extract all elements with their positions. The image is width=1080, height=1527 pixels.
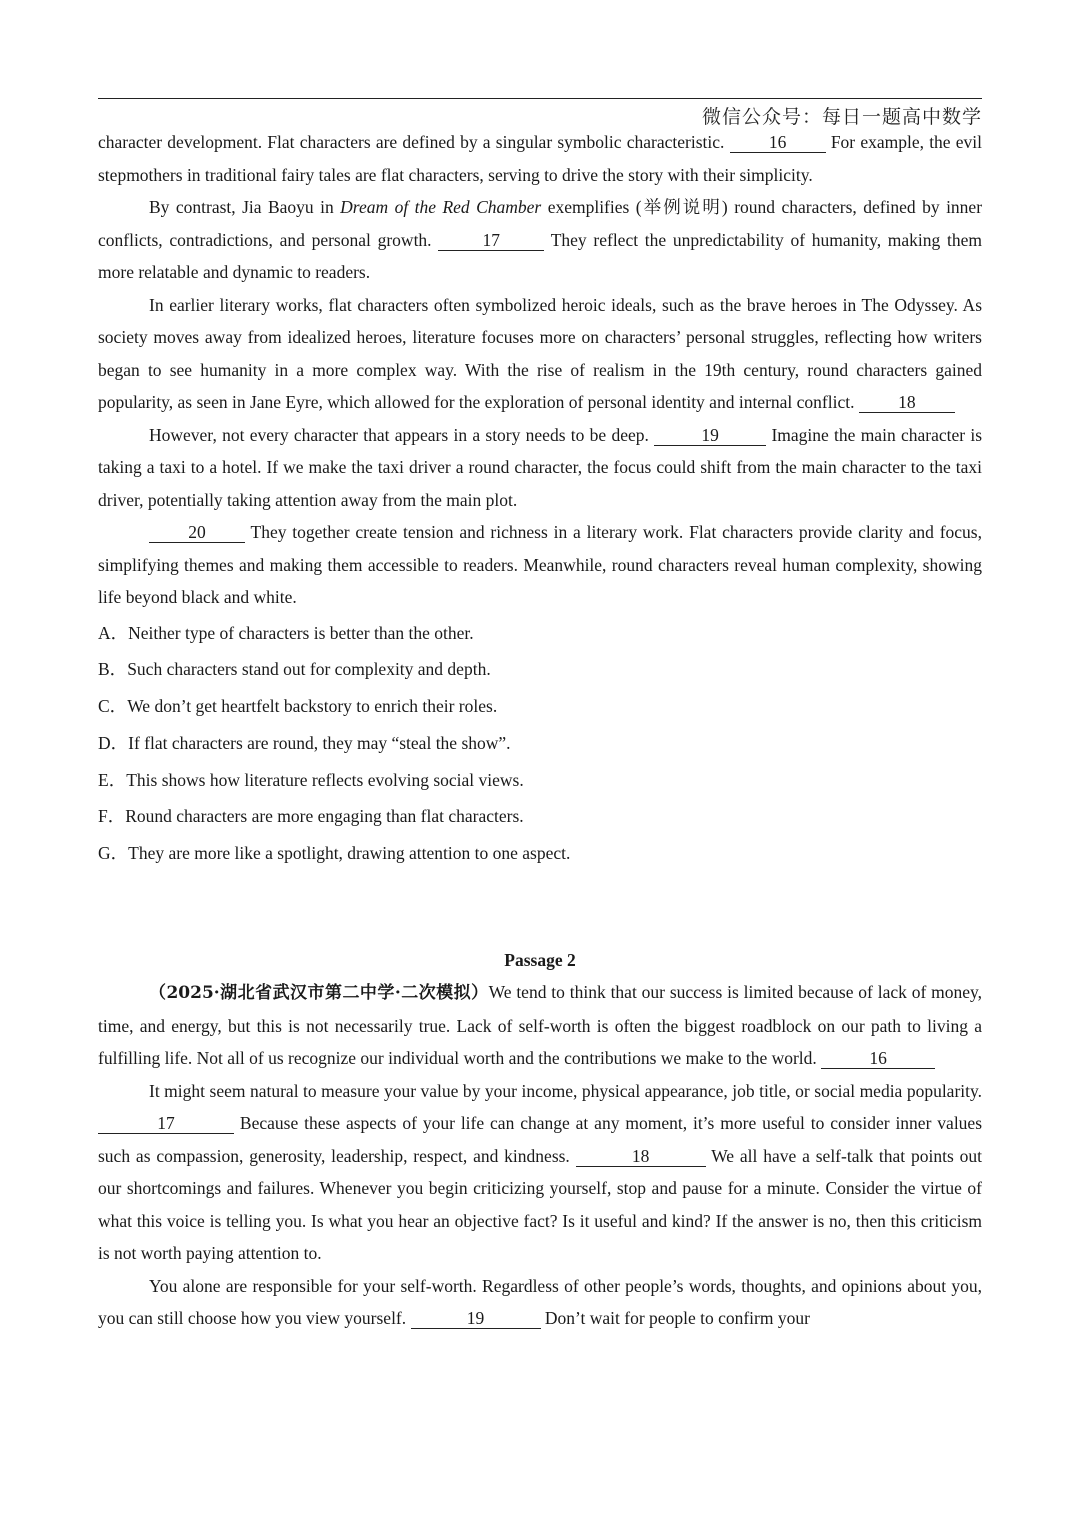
- p2-paragraph-3-text-a: You alone are responsible for your self-worth. Regardless of other people’s words, thoughts, and opinions about you, you can still choose how you view yourself.: [98, 1275, 982, 1329]
- p2-blank-17: 17: [98, 1113, 234, 1134]
- p2-blank-18: 18: [576, 1146, 706, 1167]
- option-letter: G．: [98, 843, 129, 864]
- option-text: Such characters stand out for complexity and depth.: [127, 659, 491, 680]
- p1-paragraph-5-text-a: They together create tension and richness in a literary work. Flat characters provide clarity and focus, simplifying themes and making them accessible to readers. Meanwhile, round characters reveal human complexity, showing life beyond black and white.: [98, 522, 982, 607]
- p1-blank-16: 16: [730, 132, 826, 153]
- option-g: [98, 835, 982, 872]
- option-d: [98, 725, 982, 762]
- p1-paragraph-2: [98, 191, 982, 289]
- option-letter: D．: [98, 732, 129, 753]
- option-letter: E．: [98, 769, 127, 790]
- option-e: [98, 762, 982, 799]
- p1-paragraph-4: [98, 419, 982, 517]
- p2-paragraph-1-text-a: We tend to think that our success is limited because of lack of money, time, and energy, but this is not necessarily true. Lack of self-worth is often the biggest roadblock on our path to living a fulfilling life. Not all of us recognize our individual worth and the contributions we make to the world.: [98, 982, 983, 1069]
- p1-blank-19: 19: [654, 425, 766, 446]
- p1-paragraph-1-text-a: character development. Flat characters are defined by a singular symbolic characteristic.: [98, 132, 725, 152]
- p1-paragraph-5: [98, 516, 982, 614]
- option-letter: A．: [98, 622, 129, 643]
- option-letter: F．: [98, 806, 126, 827]
- option-text: They are more like a spotlight, drawing attention to one aspect.: [128, 843, 571, 864]
- p2-paragraph-2: [98, 1075, 982, 1270]
- header-wechat-account: 微信公众号：每日一题高中数学: [701, 106, 982, 128]
- p2-paragraph-2-text-c: We all have a self-talk that points out our shortcomings and failures. Whenever you begin criticizing yourself, stop and pause for a minute. Consider the virtue of what this voice is telling you. Is what you hear an objective fact? Is it useful and kind? If the answer is no, then this criticism is not worth paying attention to.: [98, 1145, 982, 1264]
- option-f: [98, 798, 982, 835]
- p1-paragraph-1: [98, 126, 982, 191]
- option-letter: B．: [98, 659, 128, 680]
- option-text: If flat characters are round, they may “steal the show”.: [128, 732, 511, 753]
- p1-paragraph-1-text-b: For example, the evil stepmothers in traditional fairy tales are flat characters, serving to drive the story with their simplicity.: [98, 132, 983, 185]
- option-text: This shows how literature reflects evolving social views.: [126, 769, 524, 790]
- header-rule: [98, 98, 982, 99]
- p1-paragraph-2-text-c: They reflect the unpredictability of humanity, making them more relatable and dynamic to readers.: [98, 229, 983, 282]
- p2-blank-19: 19: [411, 1308, 541, 1329]
- p2-blank-16: 16: [821, 1048, 935, 1069]
- option-a: [98, 615, 982, 652]
- document-body: [98, 126, 982, 1335]
- option-b: [98, 651, 982, 688]
- p2-source-label: （2025·湖北省武汉市第二中学·二次模拟）: [149, 983, 489, 1004]
- p1-paragraph-2-text-b: exemplifies (举例说明) round characters, defined by inner conflicts, contradictions, and personal growth.: [98, 197, 983, 250]
- option-text: We don’t get heartfelt backstory to enrich their roles.: [127, 696, 498, 717]
- option-letter: C．: [98, 696, 128, 717]
- p1-blank-20: 20: [149, 522, 245, 543]
- passage-2-title: Passage 2: [504, 950, 576, 971]
- option-text: Round characters are more engaging than flat characters.: [125, 806, 524, 827]
- p1-paragraph-3-text-a: In earlier literary works, flat characters often symbolized heroic ideals, such as the brave heroes in The Odyssey. As society moves away from idealized heroes, literature focuses more on characters’ personal struggles, reflecting how writers began to see humanity in a more complex way. With the rise of realism in the 19th century, round characters gained popularity, as seen in Jane Eyre, which allowed for the exploration of personal identity and internal conflict.: [98, 294, 982, 412]
- p1-paragraph-4-text-b: Imagine the main character is taking a taxi to a hotel. If we make the taxi driver a round character, the focus could shift from the main character to the taxi driver, potentially taking attention away from the main plot.: [98, 424, 983, 510]
- p1-book-title: Dream of the Red Chamber: [340, 197, 542, 217]
- p2-paragraph-1: [98, 976, 982, 1075]
- option-c: [98, 688, 982, 725]
- p1-paragraph-4-text-a: However, not every character that appears in a story needs to be deep.: [149, 424, 649, 445]
- option-text: Neither type of characters is better than the other.: [128, 622, 474, 643]
- p2-paragraph-3: [98, 1270, 982, 1335]
- p1-paragraph-3: [98, 289, 982, 419]
- p1-options-list: [98, 615, 982, 873]
- p2-paragraph-2-text-a: It might seem natural to measure your value by your income, physical appearance, job title, or social media popularity.: [149, 1080, 982, 1101]
- p1-paragraph-2-text-a: By contrast, Jia Baoyu in: [149, 197, 334, 217]
- p1-blank-17: 17: [438, 230, 544, 251]
- p2-paragraph-2-text-b: Because these aspects of your life can change at any moment, it’s more useful to consider inner values such as compassion, generosity, leadership, respect, and kindness.: [98, 1113, 983, 1166]
- p2-paragraph-3-text-b: Don’t wait for people to confirm your: [544, 1308, 810, 1329]
- p1-blank-18: 18: [859, 392, 955, 413]
